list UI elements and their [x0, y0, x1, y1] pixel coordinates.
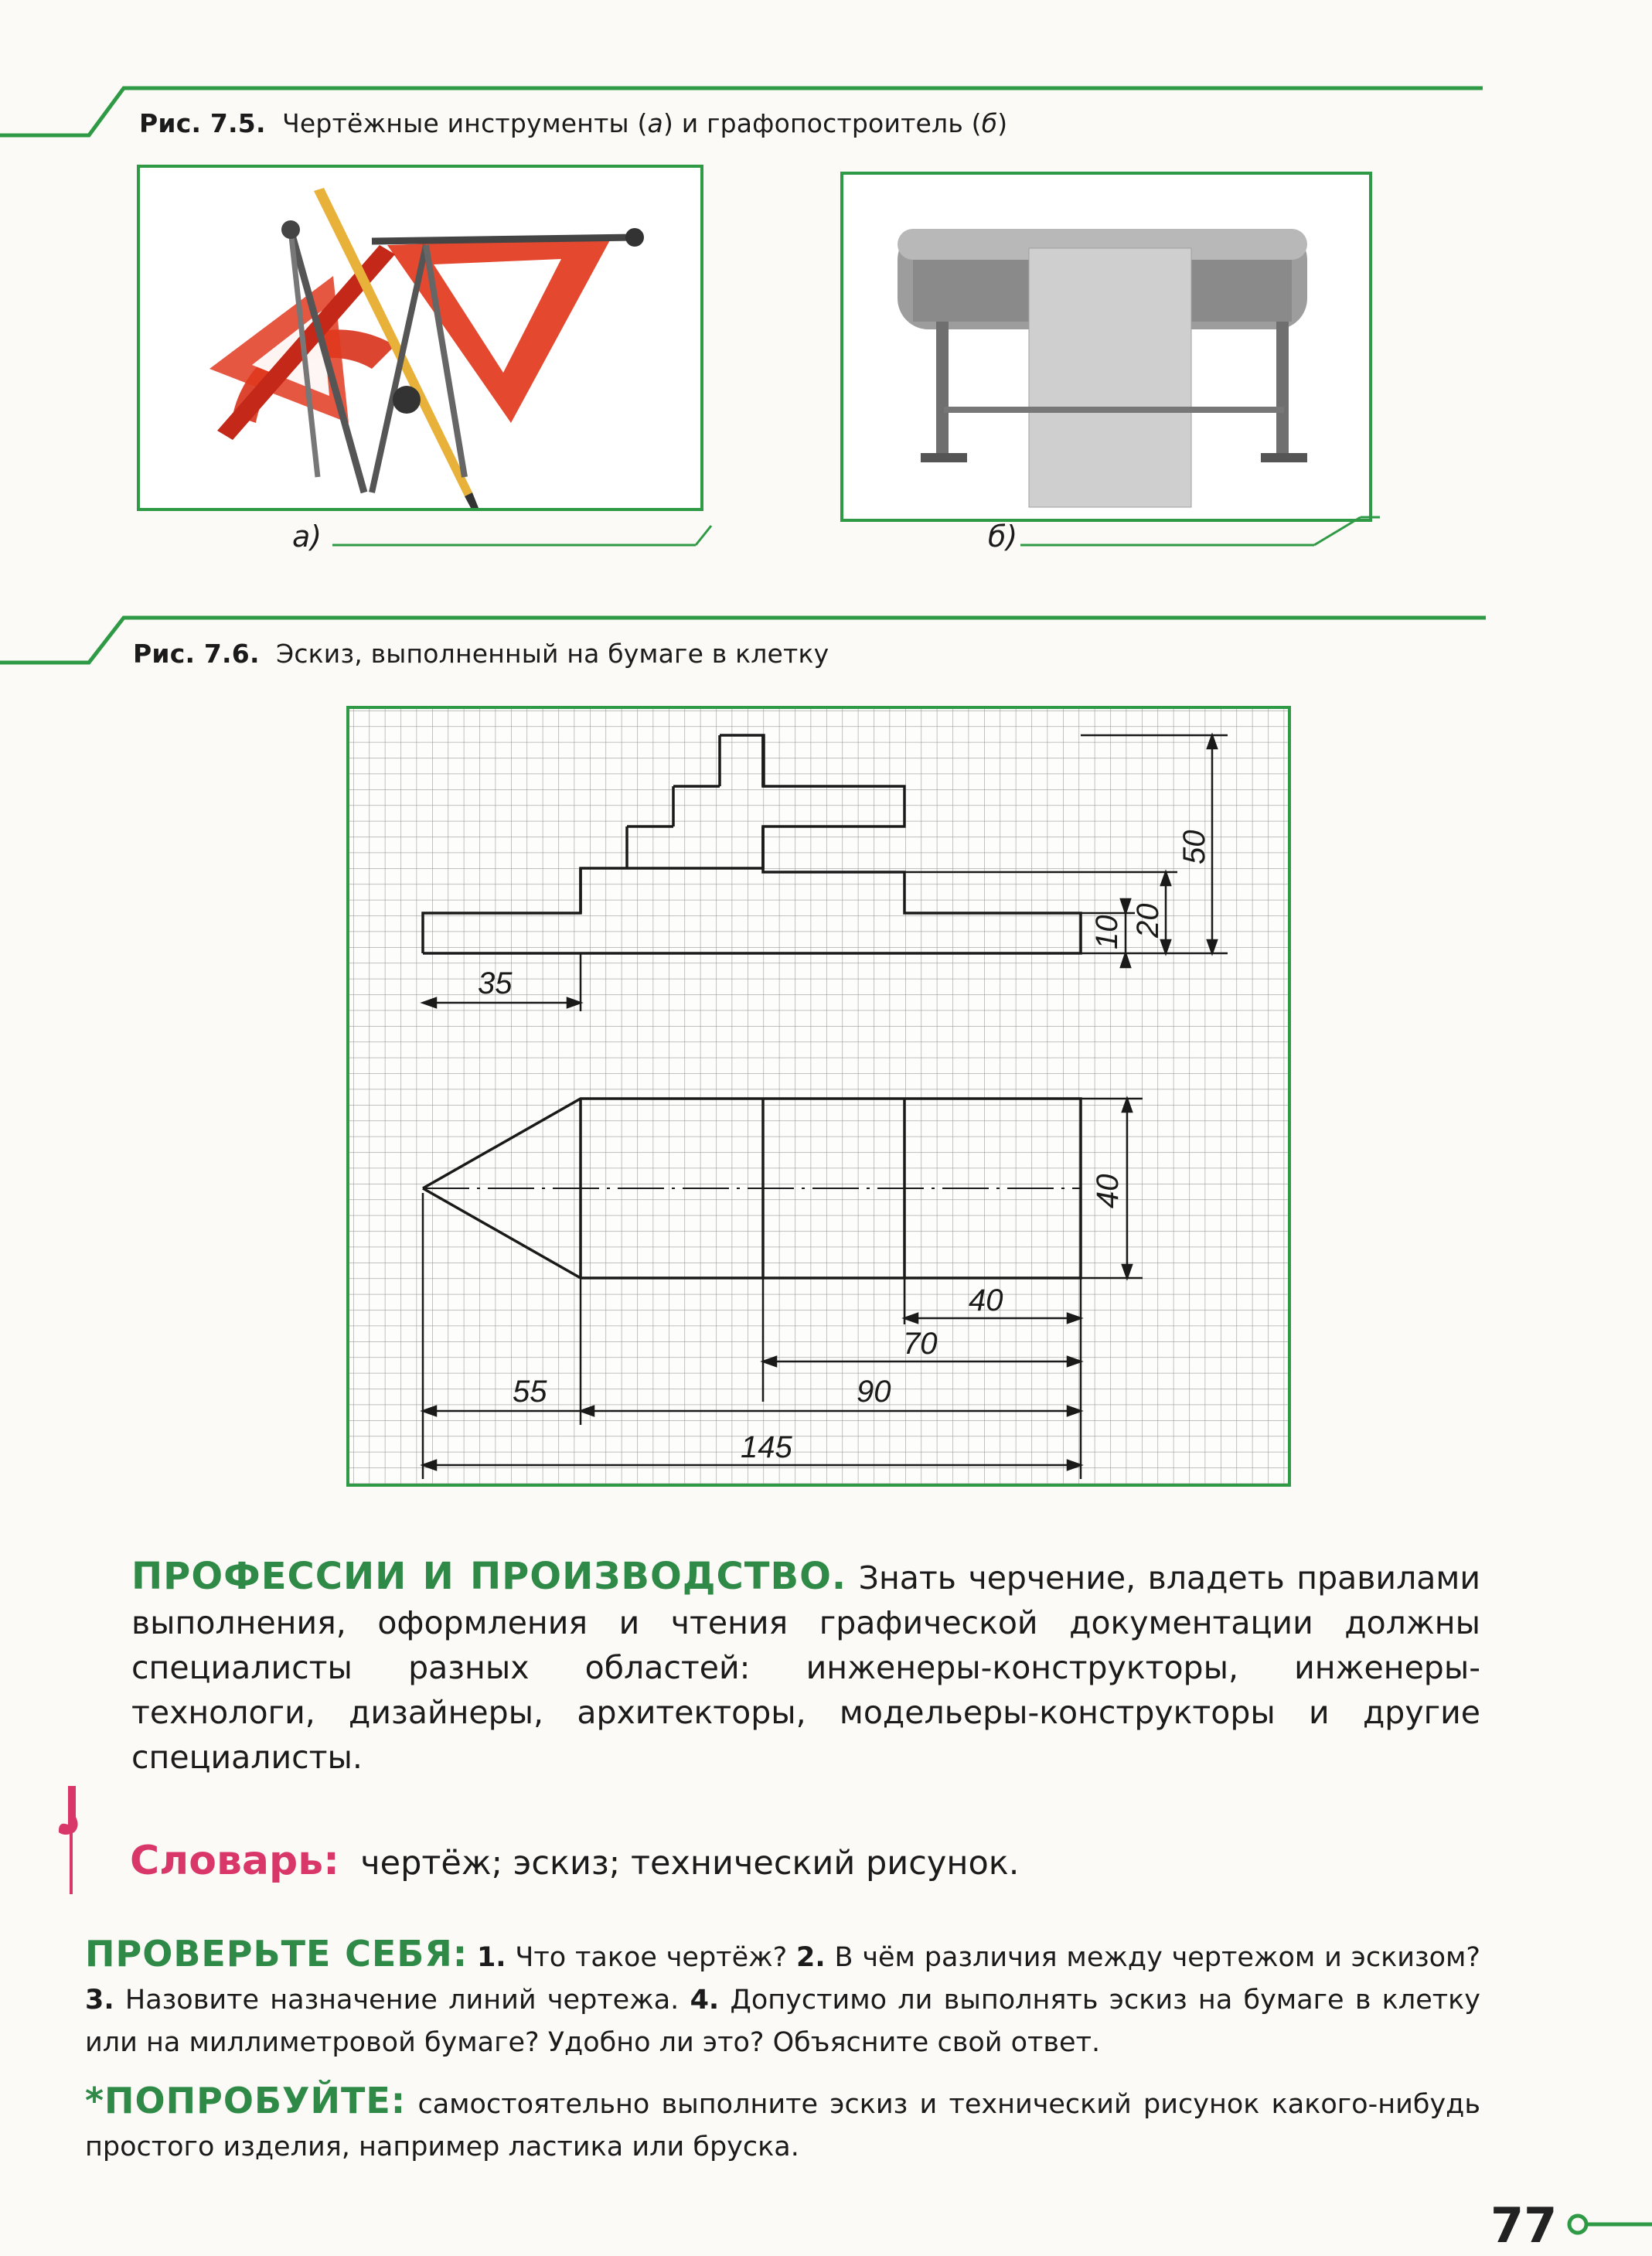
self-check-heading: ПРОВЕРЬТЕ СЕБЯ: [85, 1933, 468, 1975]
bookmark-ribbon-icon [54, 1786, 85, 1894]
vocabulary [130, 1838, 1019, 1884]
sketch-grid-drawing [346, 706, 1291, 1487]
plotter-illustration [843, 175, 1369, 519]
dim-20: 20 [1131, 903, 1165, 938]
photo-tag-a: а) [292, 520, 322, 554]
fig76-label: Рис. 7.6. [133, 639, 260, 669]
dim-40-horizontal: 40 [969, 1283, 1003, 1317]
fig75-label: Рис. 7.5. [139, 108, 266, 138]
dim-70: 70 [903, 1327, 938, 1361]
plotter-photo [840, 172, 1372, 522]
vocabulary-heading: Словарь: [130, 1838, 339, 1884]
dim-50: 50 [1177, 830, 1211, 864]
photo-tag-b: б) [988, 520, 1018, 554]
vocabulary-text: чертёж; эскиз; технический рисунок. [360, 1844, 1020, 1883]
professions-paragraph [131, 1554, 1480, 1780]
fig76-caption: Рис. 7.6. Эскиз, выполненный на бумаге в клетку [133, 639, 829, 669]
photo-a-tag-line [332, 524, 719, 547]
professions-text: Знать черчение, владеть правилами выполнения, оформления и чтения графической документации должны специалисты разных областей: инженеры-конструкторы, инженеры-технологи, дизайнеры, архитекторы, модельеры-конструкторы и другие специалисты. [131, 1559, 1480, 1776]
dim-145: 145 [741, 1430, 792, 1464]
dim-40-vertical: 40 [1091, 1174, 1125, 1208]
fig75-caption: Рис. 7.5. Чертёжные инструменты (а) и графопостроитель (б) [139, 108, 1008, 138]
drawing-instruments-illustration [140, 168, 700, 508]
try-it-text: самостоятельно выполните эскиз и технический рисунок какого-нибудь простого изделия, например ластика или бруска. [85, 2089, 1480, 2162]
page-number: 77 [1490, 2197, 1558, 2254]
dim-10: 10 [1090, 915, 1124, 949]
drawing-instruments-photo [137, 165, 703, 511]
self-check: ПРОВЕРЬТЕ СЕБЯ: 1. Что такое чертёж? 2. В чём различия между чертежом и эскизом? 3. Назовите назначение линий чертежа. 4. Допустимо ли выполнять эскиз на бумаге в клетку или на миллиметровой бумаге? Удобно ли это? Объясните свой ответ. [85, 1933, 1480, 2058]
photo-b-tag-line [1020, 514, 1384, 549]
try-it-heading: *ПОПРОБУЙТЕ: [85, 2080, 407, 2121]
professions-heading: ПРОФЕССИИ И ПРОИЗВОДСТВО. [131, 1555, 847, 1598]
dim-90: 90 [857, 1375, 891, 1409]
dim-35: 35 [478, 966, 513, 1000]
page-number-decoration [1565, 2213, 1652, 2236]
try-it [85, 2080, 1480, 2169]
dim-55: 55 [513, 1375, 547, 1409]
